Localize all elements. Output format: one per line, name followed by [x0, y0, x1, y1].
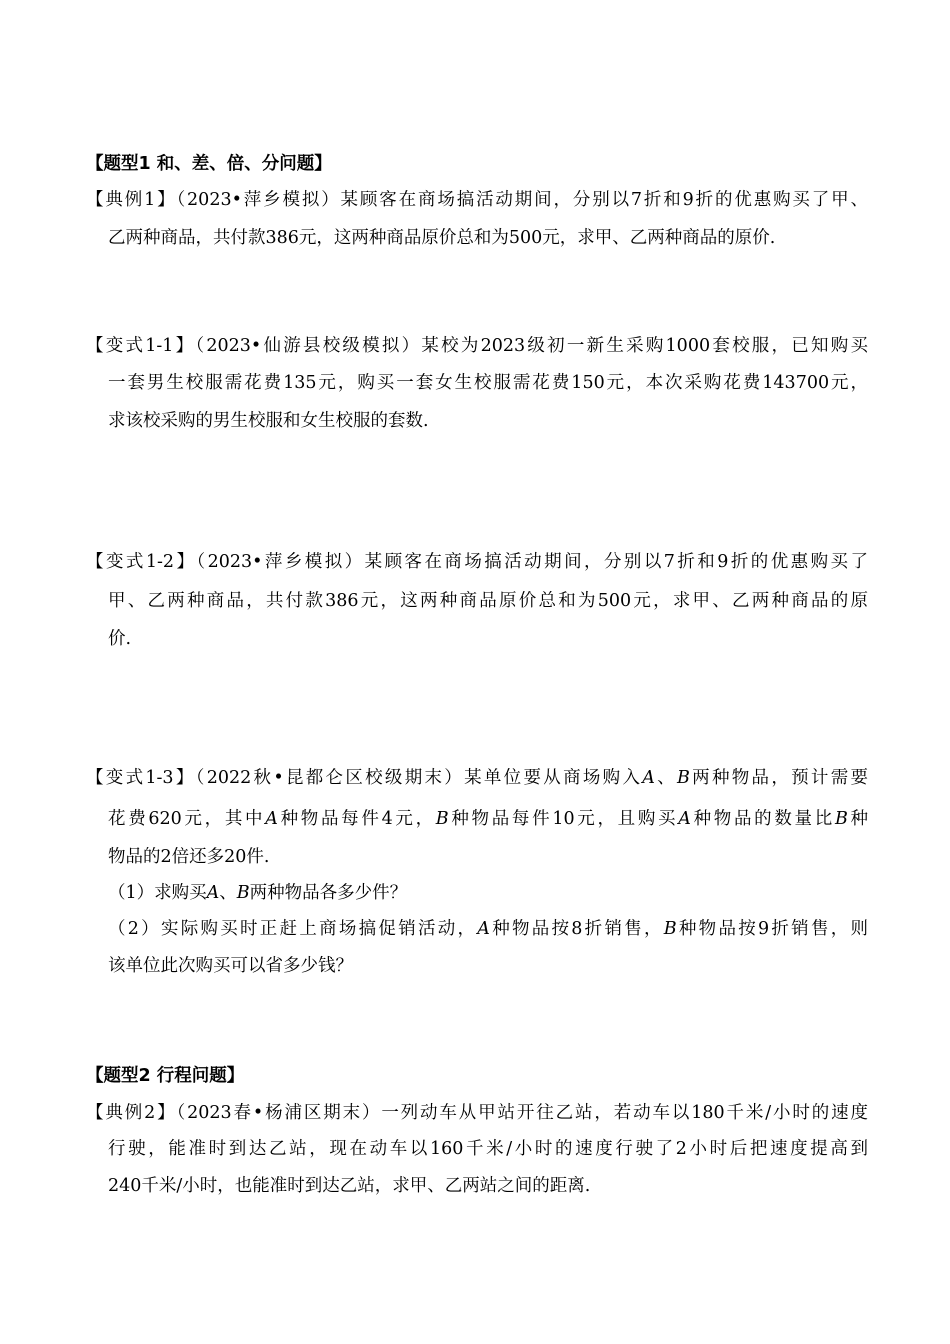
problem-line: 【变式1-2】（2023•萍乡模拟）某顾客在商场搞活动期间，分别以7折和9折的优惠购买了: [86, 552, 868, 572]
problem-line: 【典例1】（2023•萍乡模拟）某顾客在商场搞活动期间，分别以7折和9折的优惠购买了甲、: [86, 190, 868, 210]
problem-line: 240千米/小时，也能准时到达乙站，求甲、乙两站之间的距离.: [108, 1176, 591, 1196]
sub-question-2: （2）实际购买时正赶上商场搞促销活动，A种物品按8折销售，B种物品按9折销售，则: [108, 919, 868, 939]
problem-line: 花费620元，其中A种物品每件4元，B种物品每件10元，且购买A种物品的数量比B种: [108, 809, 868, 829]
section-heading: 【题型2 行程问题】: [86, 1066, 245, 1086]
problem-line: 求该校采购的男生校服和女生校服的套数.: [108, 411, 429, 431]
problem-line: 【变式1-3】（2022秋•昆都仑区校级期末）某单位要从商场购入A、B两种物品，预计需要: [86, 768, 868, 788]
sub-question-1: （1）求购买A、B两种物品各多少件？: [108, 883, 408, 903]
problem-line: 该单位此次购买可以省多少钱？: [108, 956, 353, 976]
problem-line: 物品的2倍还多20件.: [108, 847, 270, 867]
problem-line: 【变式1-1】（2023•仙游县校级模拟）某校为2023级初一新生采购1000套校服，已知购买: [86, 336, 868, 356]
problem-line: 行驶，能准时到达乙站，现在动车以160千米/小时的速度行驶了2小时后把速度提高到: [108, 1139, 868, 1159]
problem-line: 【典例2】（2023春•杨浦区期末）一列动车从甲站开往乙站，若动车以180千米/小时的速度: [86, 1103, 868, 1123]
problem-line: 乙两种商品，共付款386元，这两种商品原价总和为500元，求甲、乙两种商品的原价.: [108, 228, 776, 248]
problem-line: 甲、乙两种商品，共付款386元，这两种商品原价总和为500元，求甲、乙两种商品的原: [108, 591, 868, 611]
section-heading: 【题型1 和、差、倍、分问题】: [86, 154, 332, 174]
problem-line: 一套男生校服需花费135元，购买一套女生校服需花费150元，本次采购花费143700元，: [108, 373, 868, 393]
problem-line: 价.: [108, 629, 132, 649]
